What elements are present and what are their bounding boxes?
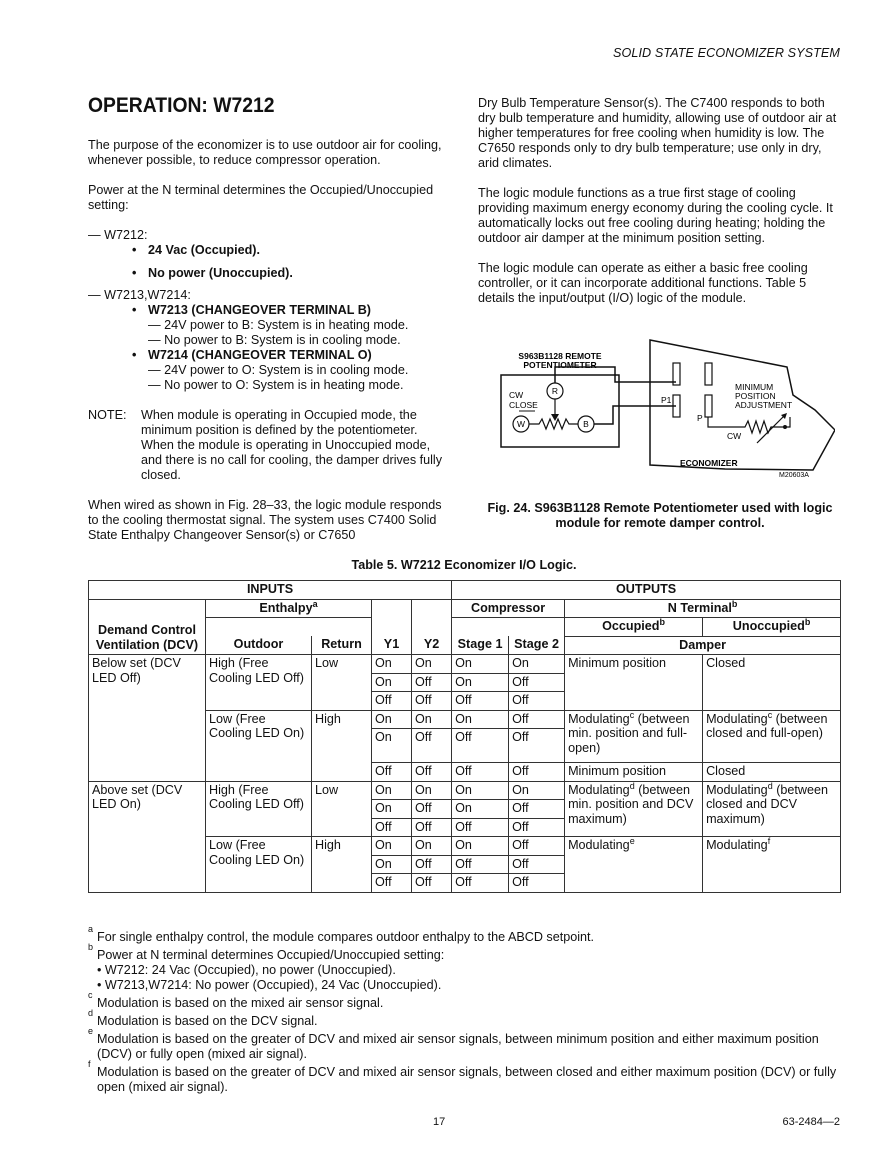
bullet-item: • No power (Unoccupied).: [88, 266, 450, 281]
cell-y1: Off: [372, 874, 412, 893]
cell-stage1: Off: [452, 729, 509, 763]
cell-occupied: Modulating$^c$ (between min. position and full-open): [565, 710, 703, 763]
cell-stage1: Off: [452, 692, 509, 711]
list-line: — 24V power to O: System is in cooling mode.: [148, 363, 409, 377]
page-number: 17: [433, 1116, 446, 1128]
cell-occupied: Minimum position: [565, 763, 703, 782]
cell-y1: Off: [372, 763, 412, 782]
cell-return: Low: [312, 781, 372, 837]
cell-outdoor: Low (Free Cooling LED On): [206, 710, 312, 781]
terminal-p: [705, 395, 712, 417]
cell-unoccupied: Modulating$^d$ (between closed and DCV maximum): [703, 781, 841, 837]
cell-stage2: Off: [509, 673, 565, 692]
header-outputs: OUTPUTS: [452, 581, 841, 600]
list-label: — W7212:: [88, 228, 148, 242]
cell-dcv: Above set (DCV LED On): [89, 781, 206, 892]
cell-y1: On: [372, 837, 412, 856]
running-header: SOLID STATE ECONOMIZER SYSTEM: [612, 46, 840, 60]
paragraph: The purpose of the economizer is to use outdoor air for cooling, whenever possible, to reduce compressor operation.: [88, 138, 442, 167]
footnote-b-item: • W7213,W7214: No power (Occupied), 24 Vac (Unoccupied).: [97, 978, 442, 992]
table-row: [89, 655, 841, 674]
cell-stage2: Off: [509, 710, 565, 729]
wire-b: [594, 406, 676, 424]
bullet-item: • W7213 (CHANGEOVER TERMINAL B): [88, 303, 450, 318]
pot-title: POTENTIOMETER: [523, 360, 597, 370]
internal-resistor: [708, 417, 790, 433]
cell-unoccupied: Modulating$^c$ (between closed and full-open): [703, 710, 841, 763]
cell-occupied: Modulating$^d$ (between min. position and DCV maximum): [565, 781, 703, 837]
cell-y2: On: [412, 655, 452, 674]
cell-stage2: Off: [509, 837, 565, 856]
cell-stage1: On: [452, 781, 509, 800]
cell-y1: On: [372, 673, 412, 692]
cell-stage1: Off: [452, 763, 509, 782]
cell-occupied: Minimum position: [565, 655, 703, 711]
header-y2-top: [412, 599, 452, 636]
cell-stage2: On: [509, 781, 565, 800]
header-row: [89, 581, 841, 600]
cell-stage1: On: [452, 710, 509, 729]
paragraph: When wired as shown in Fig. 28–33, the logic module responds to the cooling thermostat signal. The system uses C7400 Solid State Enthalpy Changeover Sensor(s) or C7650: [88, 498, 442, 542]
cell-stage1: On: [452, 837, 509, 856]
header-damper: Damper: [565, 636, 841, 655]
figure-caption: Fig. 24. S963B1128 Remote Potentiometer used with logic module for remote damper control.: [487, 501, 833, 530]
header-row: [89, 599, 841, 618]
cell-return: High: [312, 837, 372, 893]
cell-y2: On: [412, 781, 452, 800]
cell-y1: On: [372, 655, 412, 674]
header-inputs: INPUTS: [89, 581, 452, 600]
header-occupied: Occupied$^b$: [565, 618, 703, 637]
table-title: Table 5. W7212 Economizer I/O Logic.: [351, 558, 577, 572]
list-line: — No power to O: System is in heating mode.: [148, 378, 404, 392]
paragraph: Dry Bulb Temperature Sensor(s). The C7400 responds to both dry bulb temperature and humidity, allowing use of outdoor air at higher temperatures for free cooling when humidity is low. The C7650 responds only to dry bulb temperature; use only in dry, arid climates.: [478, 96, 837, 170]
cell-y2: Off: [412, 874, 452, 893]
section-heading: OPERATION: W7212: [88, 94, 275, 117]
cell-y1: On: [372, 800, 412, 819]
footnote-d: d Modulation is based on the DCV signal.: [88, 1008, 318, 1028]
terminal-r-label: R: [551, 386, 559, 396]
p-label: P: [697, 413, 703, 423]
pot-title: S963B1128 REMOTE: [518, 351, 602, 361]
right-column: [478, 96, 842, 321]
list-line: — 24V power to B: System is in heating mode.: [148, 318, 409, 332]
cell-return: High: [312, 710, 372, 781]
cell-stage2: Off: [509, 800, 565, 819]
cell-stage1: Off: [452, 874, 509, 893]
close-label: CLOSE: [509, 400, 538, 410]
min-label: MINIMUM: [735, 382, 774, 392]
cell-unoccupied: Closed: [703, 655, 841, 711]
header-outdoor: Outdoor: [206, 636, 312, 655]
cell-outdoor: Low (Free Cooling LED On): [206, 837, 312, 893]
terminal: [705, 363, 712, 385]
document-number: 63-2484—2: [782, 1116, 840, 1128]
left-column: [88, 138, 450, 558]
header-blank: [206, 618, 372, 637]
table-footnotes: [88, 924, 840, 1098]
cell-y2: Off: [412, 818, 452, 837]
paragraph: The logic module functions as a true first stage of cooling providing maximum energy economy during the cooling cycle. It automatically locks out free cooling during heating; holding the outdoor air damper at the minimum position setting.: [478, 186, 833, 245]
cell-y2: Off: [412, 855, 452, 874]
note: [88, 408, 450, 483]
terminal-w-label: W: [516, 419, 526, 429]
list-line: — No power to B: System is in cooling mode.: [148, 333, 401, 347]
bullet-item: • 24 Vac (Occupied).: [88, 243, 450, 258]
economizer-label: ECONOMIZER: [680, 458, 738, 468]
min-label: ADJUSTMENT: [735, 400, 793, 410]
paragraph: The logic module can operate as either a basic free cooling controller, or it can incorporate additional functions. Table 5 details the input/output (I/O) logic of the module.: [478, 261, 808, 305]
header-blank: [452, 618, 565, 637]
cell-stage2: Off: [509, 763, 565, 782]
cell-unoccupied: Closed: [703, 763, 841, 782]
cell-stage2: Off: [509, 874, 565, 893]
cell-stage1: Off: [452, 855, 509, 874]
cell-stage1: On: [452, 673, 509, 692]
io-logic-table: [88, 580, 841, 893]
cw-label: CW: [509, 390, 524, 400]
cell-stage1: On: [452, 655, 509, 674]
terminal-b-label: B: [583, 419, 589, 429]
min-label: POSITION: [735, 391, 776, 401]
footnote-b-item: • W7212: 24 Vac (Occupied), no power (Unoccupied).: [97, 963, 396, 977]
footnote-c: c Modulation is based on the mixed air sensor signal.: [88, 990, 384, 1010]
cell-y2: On: [412, 710, 452, 729]
header-y1: Y1: [372, 636, 412, 655]
cell-y1: On: [372, 729, 412, 763]
cell-y2: Off: [412, 673, 452, 692]
cell-y2: Off: [412, 692, 452, 711]
footnote-f: f Modulation is based on the greater of DCV and mixed air sensor signals, between closed and either maximum position (DCV) or fully open (mixed air signal).: [88, 1059, 837, 1094]
cell-outdoor: High (Free Cooling LED Off): [206, 655, 312, 711]
wiper-dot: [783, 425, 787, 429]
wiring-diagram: [495, 335, 835, 485]
cell-y2: On: [412, 837, 452, 856]
resistor: [529, 419, 578, 429]
cell-stage2: Off: [509, 729, 565, 763]
cell-stage2: Off: [509, 818, 565, 837]
cell-stage2: Off: [509, 855, 565, 874]
table-row: [89, 781, 841, 800]
cell-y1: On: [372, 855, 412, 874]
header-unoccupied: Unoccupied$^b$: [703, 618, 841, 637]
header-y1-top: [372, 599, 412, 636]
header-stage2: Stage 2: [509, 636, 565, 655]
header-dcv: Demand Control Ventilation (DCV): [89, 599, 206, 655]
paragraph: Power at the N terminal determines the Occupied/Unoccupied setting:: [88, 183, 434, 212]
cw-label-2: CW: [727, 431, 742, 441]
cell-return: Low: [312, 655, 372, 711]
footnote-b: b Power at N terminal determines Occupied/Unoccupied setting: • W7212: 24 Vac (Occupied), no power (Unoccupied). • W7213,W7214: No power (Occupied), 24 Vac (Unoccupied).: [88, 948, 840, 993]
header-enthalpy: Enthalpy$^a$: [206, 599, 372, 618]
cell-stage2: Off: [509, 692, 565, 711]
p1-label: P1: [661, 395, 672, 405]
cell-y2: Off: [412, 763, 452, 782]
footnote-e: e Modulation is based on the greater of DCV and mixed air sensor signals, between minimum position and either maximum position (DCV) or fully open (mixed air signal).: [88, 1026, 819, 1061]
footnote-a: a For single enthalpy control, the module compares outdoor enthalpy to the ABCD setpoint.: [88, 924, 595, 944]
cell-stage1: On: [452, 800, 509, 819]
cell-y1: Off: [372, 692, 412, 711]
figure-code: M20603A: [779, 472, 809, 479]
cell-dcv: Below set (DCV LED Off): [89, 655, 206, 782]
cell-y2: Off: [412, 729, 452, 763]
cell-y2: Off: [412, 800, 452, 819]
list-label: — W7213,W7214:: [88, 288, 191, 302]
cell-stage2: On: [509, 655, 565, 674]
note-label: NOTE:: [88, 408, 127, 422]
cell-unoccupied: Modulating$^f$: [703, 837, 841, 893]
header-stage1: Stage 1: [452, 636, 509, 655]
cell-stage1: Off: [452, 818, 509, 837]
header-nterminal: N Terminal$^b$: [565, 599, 841, 618]
cell-occupied: Modulating$^e$: [565, 837, 703, 893]
header-return: Return: [312, 636, 372, 655]
note-text: When module is operating in Occupied mode, the minimum position is defined by the potentiometer. When the module is operating in Unoccupied mode, and there is no call for cooling, the damper drives fully closed.: [141, 408, 443, 482]
cell-y1: Off: [372, 818, 412, 837]
header-compressor: Compressor: [452, 599, 565, 618]
cell-y1: On: [372, 781, 412, 800]
cell-y1: On: [372, 710, 412, 729]
header-y2: Y2: [412, 636, 452, 655]
cell-outdoor: High (Free Cooling LED Off): [206, 781, 312, 837]
bullet-item: • W7214 (CHANGEOVER TERMINAL O): [88, 348, 450, 363]
